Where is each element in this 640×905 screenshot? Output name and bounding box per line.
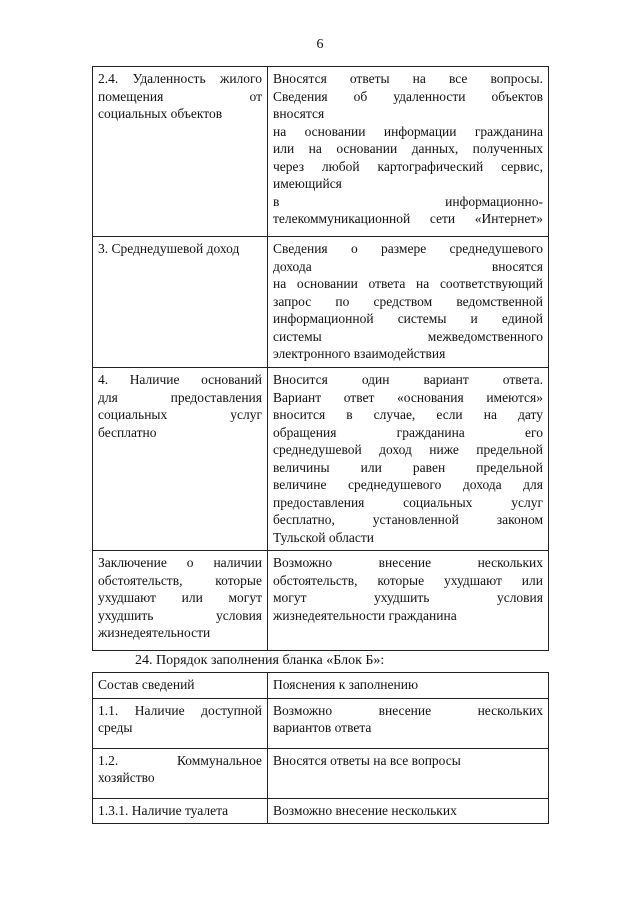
cell-line: Вносится один вариант ответа. — [273, 372, 543, 387]
cell-line: системы межведомственного — [273, 328, 543, 344]
table-cell-left — [93, 698, 268, 748]
cell-line: Возможно внесение нескольких — [273, 802, 457, 818]
cell-line: дохода вносятся — [273, 258, 543, 274]
cell-line: 2.4. Удаленность жилого — [98, 71, 262, 86]
table-cell-right — [268, 67, 549, 237]
cell-line: среды — [98, 720, 133, 735]
header-right-text: Пояснения к заполнению — [273, 677, 419, 692]
cell-line: или на основании данных, полученных — [273, 141, 543, 156]
cell-line: запрос по средством ведомственной — [273, 293, 543, 309]
cell-line: обстоятельств, которые — [98, 572, 262, 588]
cell-line: в информационно- — [273, 193, 543, 209]
cell-line: бесплатно — [98, 424, 157, 440]
cell-line: социальных объектов — [98, 106, 223, 121]
table-cell-left — [93, 368, 268, 551]
cell-line: 4. Наличие оснований — [98, 372, 262, 387]
table-row — [93, 67, 549, 237]
table-block-b — [92, 672, 549, 824]
cell-line: среднедушевой доход ниже предельной — [273, 442, 543, 457]
cell-line: ухудшают или могут — [98, 590, 262, 605]
cell-line: Заключение о наличии — [98, 555, 262, 570]
table-row — [93, 748, 549, 798]
cell-line: жизнедеятельности гражданина — [273, 607, 457, 623]
cell-line: могут ухудшить условия — [273, 590, 543, 605]
table-row — [93, 237, 549, 368]
cell-line: Вносятся ответы на все вопросы — [273, 752, 461, 768]
cell-line: 1.1. Наличие доступной — [98, 702, 262, 718]
header-left-text: Состав сведений — [98, 677, 195, 692]
cell-line: величине среднедушевого дохода для — [273, 477, 543, 492]
table-cell-left — [93, 798, 268, 824]
table-header-row — [93, 673, 549, 699]
table-cell-left — [93, 551, 268, 651]
table-cell-left — [93, 67, 268, 237]
table-cell-right — [268, 748, 549, 798]
table-cell-left — [93, 748, 268, 798]
cell-line: Вариант ответ «основания имеются» — [273, 389, 543, 405]
cell-line: 1.2. Коммунальное — [98, 752, 262, 768]
table-cell-right — [268, 368, 549, 551]
table-cell-right — [268, 798, 549, 824]
cell-line: Вносятся ответы на все вопросы. — [273, 71, 543, 86]
cell-line: хозяйство — [98, 770, 155, 785]
cell-line: информационной системы и единой — [273, 311, 543, 326]
table-row — [93, 368, 549, 551]
header-cell-composition — [93, 673, 268, 699]
table-row — [93, 698, 549, 748]
header-cell-explanation — [268, 673, 549, 699]
table-block-a — [92, 66, 549, 651]
cell-line: для предоставления — [98, 389, 262, 405]
cell-line: Сведения о размере среднедушевого — [273, 241, 543, 256]
cell-line: на основании ответа на соответствующий — [273, 276, 543, 291]
cell-line: вносятся — [273, 106, 325, 121]
section-heading: 24. Порядок заполнения бланка «Блок Б»: — [135, 653, 385, 668]
cell-line: вариантов ответа — [273, 720, 372, 735]
cell-line: Сведения об удаленности объектов — [273, 88, 543, 104]
cell-line: имеющийся — [273, 176, 342, 191]
table-row — [93, 551, 549, 651]
cell-line: Возможно внесение нескольких — [273, 555, 543, 570]
cell-line: величины или равен предельной — [273, 459, 543, 475]
table-cell-left — [93, 237, 268, 368]
cell-line: помещения от — [98, 88, 262, 104]
page-number: 6 — [316, 37, 324, 52]
cell-line: Возможно внесение нескольких — [273, 702, 543, 718]
table-cell-right — [268, 698, 549, 748]
cell-line: Тульской области — [273, 529, 374, 545]
table-cell-right — [268, 551, 549, 651]
table-cell-right — [268, 237, 549, 368]
cell-line: ухудшить условия — [98, 607, 262, 623]
cell-line: через любой картографический сервис, — [273, 158, 543, 174]
cell-line: 3. Среднедушевой доход — [98, 241, 240, 256]
cell-line: предоставления социальных услуг — [273, 494, 543, 510]
cell-line: электронного взаимодействия — [273, 346, 446, 361]
cell-line: 1.3.1. Наличие туалета — [98, 802, 229, 818]
cell-line: вносится в случае, если на дату — [273, 407, 543, 422]
cell-line: социальных услуг — [98, 407, 262, 422]
cell-line: на основании информации гражданина — [273, 123, 543, 139]
cell-line: телекоммуникационной сети «Интернет» — [273, 211, 543, 226]
cell-line: жизнедеятельности — [98, 625, 211, 640]
cell-line: бесплатно, установленной законом — [273, 512, 543, 527]
table-row — [93, 798, 549, 824]
cell-line: обращения гражданина его — [273, 424, 543, 440]
cell-line: обстоятельств, которые ухудшают или — [273, 572, 543, 588]
